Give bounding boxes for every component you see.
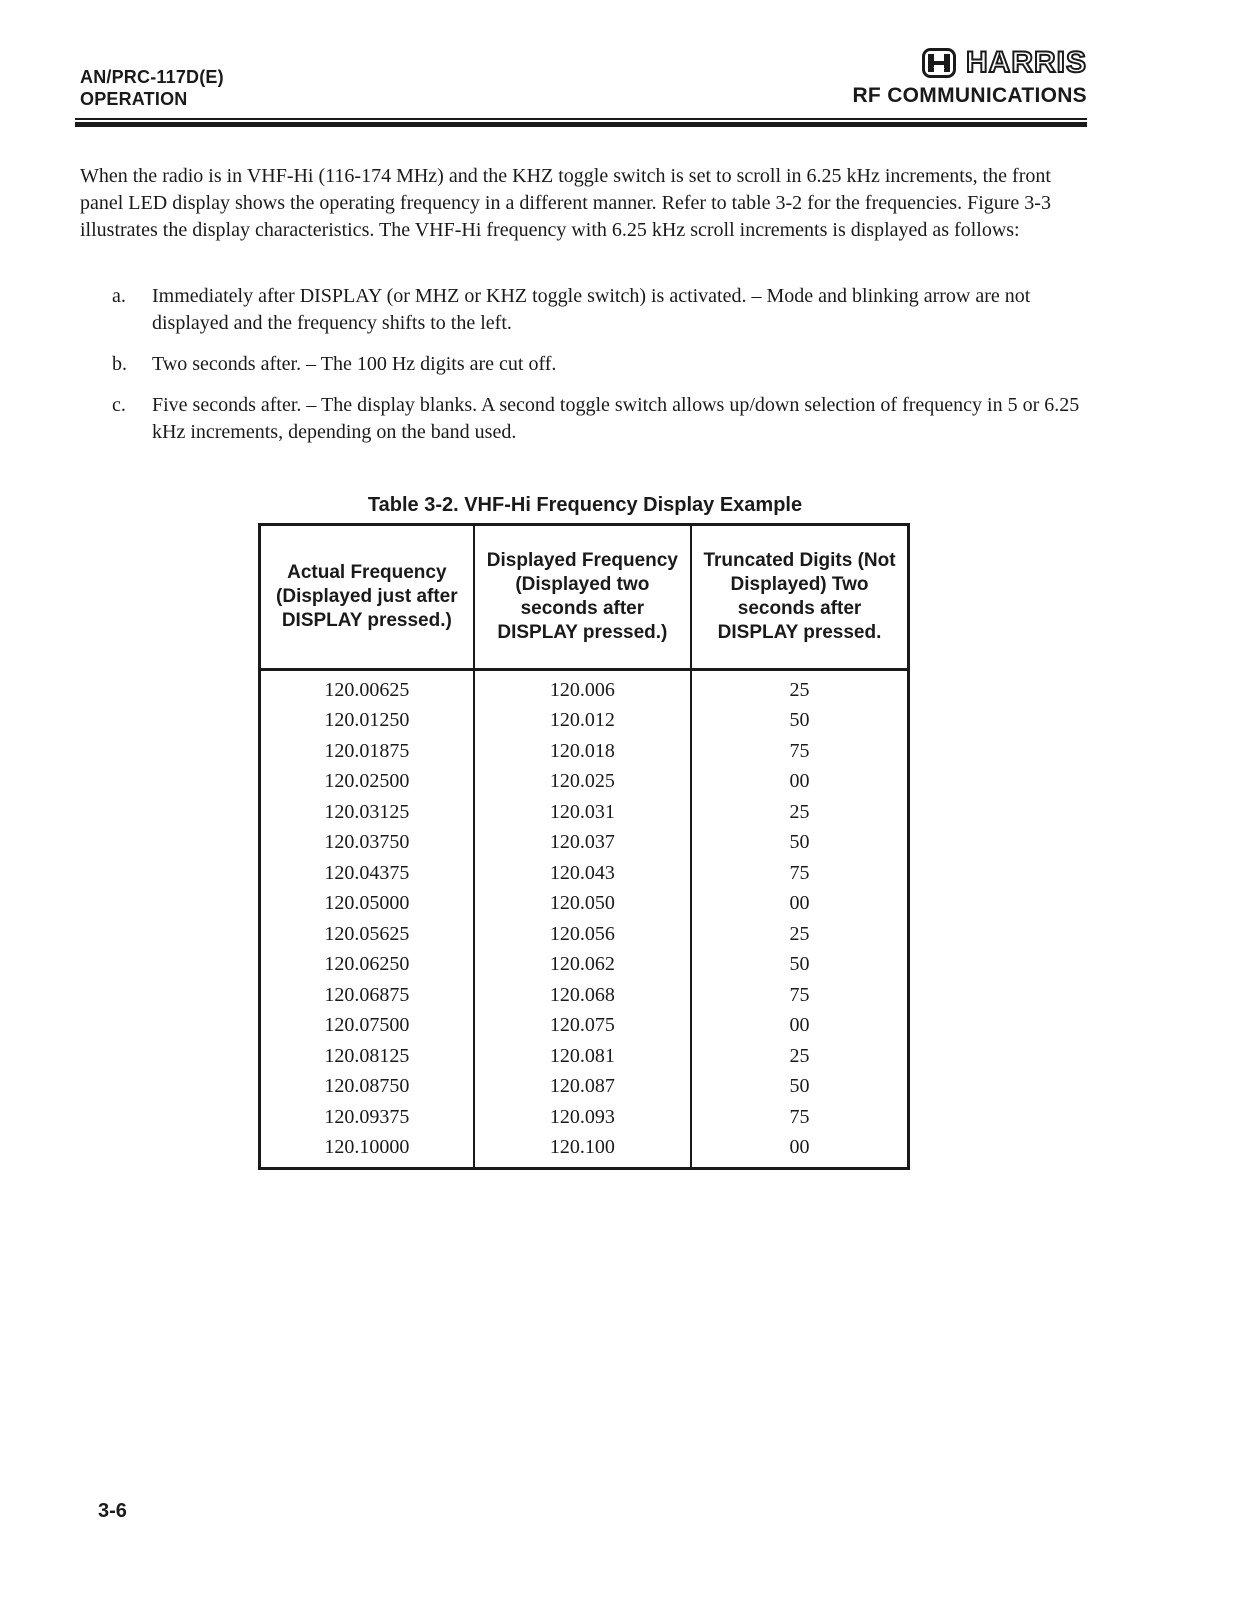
cell-truncated-digits: 00 — [789, 1136, 810, 1159]
table-row — [260, 1011, 909, 1042]
table-row — [260, 1102, 909, 1133]
cell-truncated-digits: 50 — [789, 709, 810, 732]
cell-displayed-frequency: 120.087 — [474, 1072, 691, 1103]
cell-actual-frequency: 120.06250 — [260, 950, 474, 981]
table-row — [260, 950, 909, 981]
table-row — [260, 828, 909, 859]
brand-subtitle: RF COMMUNICATIONS — [852, 84, 1087, 107]
cell-truncated-digits: 25 — [789, 800, 810, 823]
table-row — [260, 919, 909, 950]
table-row — [260, 889, 909, 920]
cell-displayed-frequency: 120.025 — [474, 767, 691, 798]
intro-paragraph: When the radio is in VHF-Hi (116-174 MHz) and the KHZ toggle switch is set to scroll in 6.25 kHz increments, the front panel LED display shows the operating frequency in a different manner. Refer to table 3-2 for the frequencies. Figure 3-3 illustrates the display characteristics. The VHF-Hi frequency with 6.25 kHz scroll increments is displayed as follows: — [80, 165, 1051, 241]
table-header-row — [260, 525, 909, 670]
cell-displayed-frequency: 120.037 — [474, 828, 691, 859]
table-row — [260, 706, 909, 737]
list-item-text: Two seconds after. – The 100 Hz digits are cut off. — [152, 353, 557, 375]
cell-displayed-frequency: 120.062 — [474, 950, 691, 981]
table-row — [260, 1133, 909, 1169]
cell-actual-frequency: 120.03750 — [260, 828, 474, 859]
table-row — [260, 980, 909, 1011]
list-item — [112, 392, 1082, 446]
frequency-table — [258, 523, 910, 1170]
header-rule-thin — [75, 118, 1087, 120]
table-body — [260, 670, 909, 1169]
column-header-truncated-digits: Truncated Digits (Not Displayed) Two seconds after DISPLAY pressed. — [691, 525, 908, 670]
header-rule-thick — [75, 122, 1087, 127]
cell-actual-frequency: 120.03125 — [260, 797, 474, 828]
list-item-label: b. — [112, 353, 127, 375]
cell-truncated-digits: 25 — [789, 1044, 810, 1067]
cell-truncated-digits: 00 — [789, 770, 810, 793]
cell-truncated-digits: 75 — [789, 861, 810, 884]
table-row — [260, 736, 909, 767]
cell-actual-frequency: 120.00625 — [260, 670, 474, 706]
list-item — [112, 351, 1082, 378]
list-item-label: a. — [112, 285, 126, 307]
cell-truncated-digits: 50 — [789, 953, 810, 976]
table-caption: Table 3-2. VHF-Hi Frequency Display Example — [367, 494, 803, 516]
cell-truncated-digits: 00 — [789, 892, 810, 915]
table-row — [260, 797, 909, 828]
section-title: OPERATION — [80, 89, 188, 109]
list-item-label: c. — [112, 394, 126, 416]
cell-displayed-frequency: 120.031 — [474, 797, 691, 828]
table-row — [260, 1041, 909, 1072]
cell-actual-frequency: 120.01875 — [260, 736, 474, 767]
cell-displayed-frequency: 120.012 — [474, 706, 691, 737]
cell-displayed-frequency: 120.068 — [474, 980, 691, 1011]
cell-truncated-digits: 75 — [789, 1105, 810, 1128]
cell-actual-frequency: 120.02500 — [260, 767, 474, 798]
brand-block — [852, 46, 1087, 108]
cell-actual-frequency: 120.07500 — [260, 1011, 474, 1042]
cell-actual-frequency: 120.05000 — [260, 889, 474, 920]
cell-actual-frequency: 120.10000 — [260, 1133, 474, 1169]
cell-actual-frequency: 120.05625 — [260, 919, 474, 950]
cell-displayed-frequency: 120.018 — [474, 736, 691, 767]
cell-actual-frequency: 120.09375 — [260, 1102, 474, 1133]
cell-displayed-frequency: 120.056 — [474, 919, 691, 950]
cell-truncated-digits: 50 — [789, 1075, 810, 1098]
list-item-text: Immediately after DISPLAY (or MHZ or KHZ toggle switch) is activated. – Mode and blinking arrow are not displayed and the frequency shifts to the left. — [152, 285, 1031, 334]
table-row — [260, 858, 909, 889]
running-header — [80, 66, 224, 110]
cell-displayed-frequency: 120.043 — [474, 858, 691, 889]
cell-actual-frequency: 120.04375 — [260, 858, 474, 889]
column-header-displayed-frequency: Displayed Frequency (Displayed two seconds after DISPLAY pressed.) — [474, 525, 691, 670]
cell-displayed-frequency: 120.100 — [474, 1133, 691, 1169]
cell-displayed-frequency: 120.081 — [474, 1041, 691, 1072]
cell-displayed-frequency: 120.006 — [474, 670, 691, 706]
cell-truncated-digits: 75 — [789, 983, 810, 1006]
cell-actual-frequency: 120.08125 — [260, 1041, 474, 1072]
cell-actual-frequency: 120.01250 — [260, 706, 474, 737]
cell-displayed-frequency: 120.093 — [474, 1102, 691, 1133]
cell-displayed-frequency: 120.075 — [474, 1011, 691, 1042]
cell-displayed-frequency: 120.050 — [474, 889, 691, 920]
harris-logo-icon — [922, 48, 956, 78]
list-item — [112, 283, 1082, 337]
cell-actual-frequency: 120.08750 — [260, 1072, 474, 1103]
cell-truncated-digits: 25 — [789, 922, 810, 945]
table-row — [260, 670, 909, 706]
list-item-text: Five seconds after. – The display blanks. A second toggle switch allows up/down selection of frequency in 5 or 6.25 kHz increments, depending on the band used. — [152, 394, 1080, 443]
brand-name: HARRIS — [965, 46, 1087, 79]
cell-truncated-digits: 00 — [789, 1014, 810, 1037]
column-header-actual-frequency: Actual Frequency (Displayed just after DISPLAY pressed.) — [260, 525, 474, 670]
cell-actual-frequency: 120.06875 — [260, 980, 474, 1011]
cell-truncated-digits: 25 — [789, 678, 810, 701]
cell-truncated-digits: 50 — [789, 831, 810, 854]
document-id: AN/PRC-117D(E) — [80, 67, 224, 87]
table-row — [260, 767, 909, 798]
table-row — [260, 1072, 909, 1103]
page-number: 3-6 — [98, 1500, 127, 1522]
cell-truncated-digits: 75 — [789, 739, 810, 762]
